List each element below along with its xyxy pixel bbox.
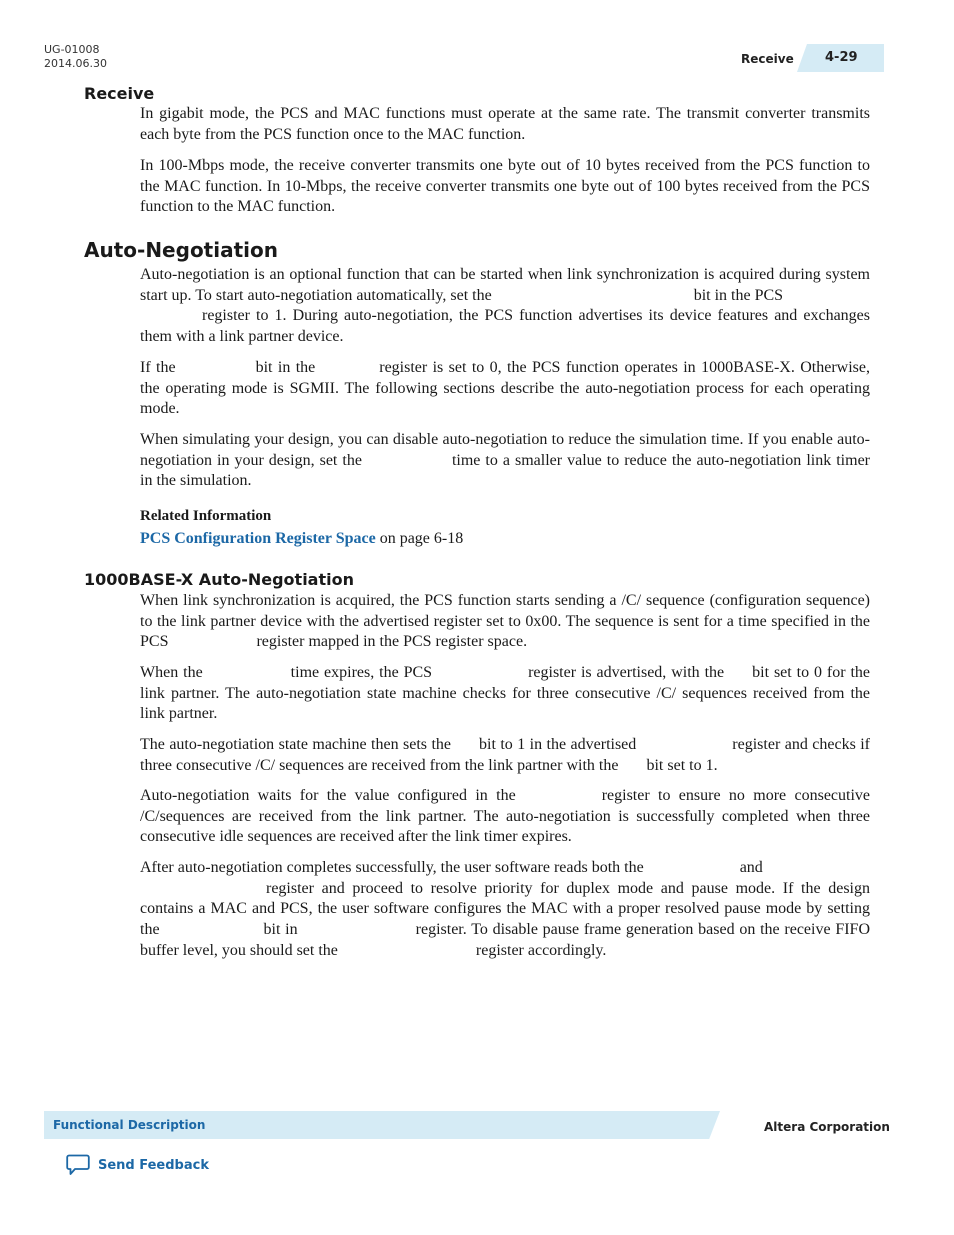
text-run: After auto-negotiation completes successfully, the user software reads both the bbox=[140, 859, 644, 876]
base-x-paragraph-4 bbox=[140, 786, 870, 848]
send-feedback-label: Send Feedback bbox=[98, 1157, 209, 1173]
doc-date: 2014.06.30 bbox=[44, 57, 107, 70]
doc-id: UG-01008 bbox=[44, 43, 100, 56]
page-number: 4-29 bbox=[825, 50, 858, 65]
speech-bubble-icon bbox=[66, 1154, 90, 1176]
base-x-paragraph-3 bbox=[140, 735, 870, 776]
send-feedback-link[interactable] bbox=[66, 1154, 209, 1176]
receive-heading: Receive bbox=[84, 84, 155, 103]
footer-section-title: Functional Description bbox=[53, 1118, 206, 1132]
auto-negotiation-paragraph-1 bbox=[140, 265, 870, 348]
base-x-paragraph-2 bbox=[140, 663, 870, 725]
base-x-heading: 1000BASE-X Auto-Negotiation bbox=[84, 570, 354, 589]
text-run: register and checks if three consecutive /C/ sequences are received from the link partner with the bbox=[140, 736, 871, 774]
text-run: When the bbox=[140, 664, 203, 681]
text-run: register accordingly. bbox=[475, 941, 607, 959]
receive-paragraph-2: In 100-Mbps mode, the receive converter transmits one byte out of 10 bytes received from the PCS function to the MAC function. In 10-Mbps, the receive converter transmits one byte out of 100 bytes received from the PCS function to the MAC function. bbox=[140, 157, 870, 216]
text-run: register mapped in the PCS register space. bbox=[256, 633, 528, 651]
auto-negotiation-heading: Auto-Negotiation bbox=[84, 238, 278, 262]
footer-company: Altera Corporation bbox=[764, 1120, 890, 1134]
text-run: Auto-negotiation is an optional function that can be started when link synchronization is acquired during system start up. To start auto-negotiation automatically, set the bbox=[140, 266, 870, 304]
text-run: register. To disable pause frame generation based on the receive FIFO buffer level, you should set the bbox=[140, 921, 871, 959]
text-run: register to ensure no more consecutive /C/sequences are received from the link partner. The auto-negotiation is successfully completed when three consecutive idle sequences are received after the link timer expires. bbox=[140, 787, 871, 846]
related-information-line bbox=[140, 530, 463, 548]
text-run: time to a smaller value to reduce the auto-negotiation link timer in the simulation. bbox=[140, 451, 870, 490]
text-run: bit set to 0 for the link partner. The auto-negotiation state machine checks for three consecutive /C/ sequences received from the link partner. bbox=[140, 664, 871, 723]
text-run: register is advertised, with the bbox=[528, 664, 725, 681]
text-run: bit set to 1. bbox=[646, 756, 718, 774]
text-run: When link synchronization is acquired, the PCS function starts sending a /C/ sequence (configuration sequence) to the link partner device with the advertised register set to 0x00. The sequence is sent for a time specified in the PCS bbox=[140, 592, 870, 651]
text-run: bit in the bbox=[255, 359, 316, 376]
text-run: register and proceed to resolve priority for duplex mode and pause mode. If the design contains a MAC and PCS, the user software configures the MAC with a proper resolved pause mode by setting the bbox=[140, 879, 870, 939]
receive-paragraph-1: In gigabit mode, the PCS and MAC functions must operate at the same rate. The transmit converter transmits each byte from the PCS function once to the MAC function. bbox=[140, 105, 870, 143]
text-run: When simulating your design, you can disable auto-negotiation to reduce the simulation time. If you enable auto-negotiation in your design, set the bbox=[140, 431, 870, 469]
base-x-paragraph-5 bbox=[140, 858, 870, 962]
auto-negotiation-paragraph-2 bbox=[140, 358, 870, 420]
text-run: time expires, the PCS bbox=[290, 664, 433, 681]
base-x-paragraph-1 bbox=[140, 591, 870, 653]
text-run: bit in the PCS bbox=[693, 286, 784, 304]
doc-id-block bbox=[44, 43, 107, 71]
text-run: Auto-negotiation waits for the value configured in the bbox=[140, 787, 516, 804]
header-section-title: Receive bbox=[741, 52, 794, 66]
text-run: bit in bbox=[263, 921, 298, 939]
text-run: register is set to 0, the PCS function operates in 1000BASE-X. Otherwise, the operating mode is SGMII. The following sections describe the auto-negotiation process for each operating mode. bbox=[140, 359, 870, 418]
pcs-configuration-register-space-link[interactable]: PCS Configuration Register Space bbox=[140, 530, 376, 547]
related-link-suffix: on page 6-18 bbox=[379, 530, 464, 547]
related-information-title: Related Information bbox=[140, 508, 272, 524]
text-run: bit to 1 in the advertised bbox=[479, 736, 637, 753]
auto-negotiation-paragraph-3 bbox=[140, 430, 870, 492]
text-run: If the bbox=[140, 359, 176, 376]
text-run: and bbox=[739, 859, 763, 876]
text-run: register to 1. During auto-negotiation, the PCS function advertises its device features and exchanges them with a link partner device. bbox=[140, 307, 870, 346]
text-run: The auto-negotiation state machine then sets the bbox=[140, 736, 451, 753]
